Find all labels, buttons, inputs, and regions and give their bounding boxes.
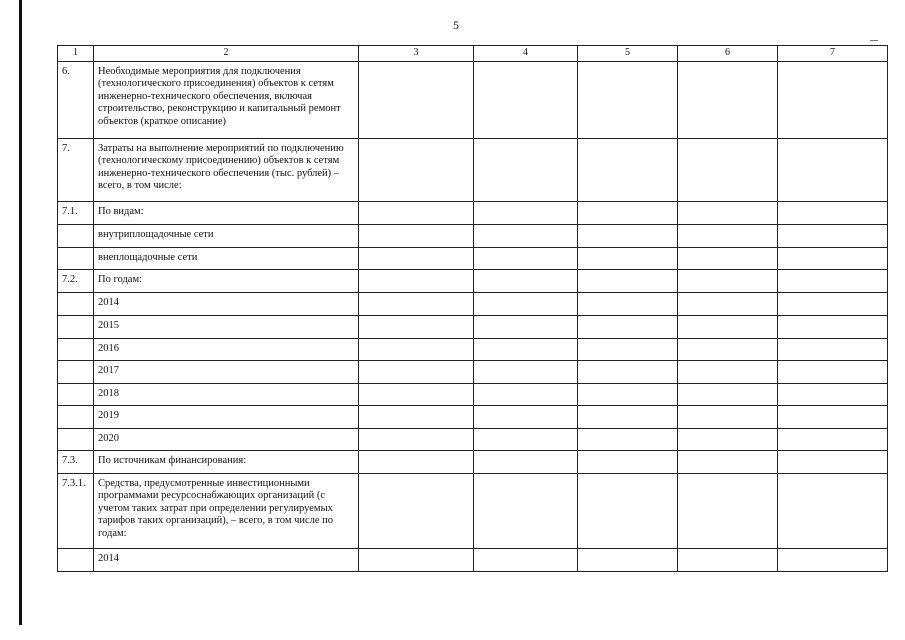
table-cell — [474, 548, 578, 571]
row-number — [58, 405, 94, 428]
row-number — [58, 360, 94, 383]
table-cell — [578, 61, 678, 138]
row-description: Средства, предусмотренные инвестиционными программами ресурсоснабжающих организаций (с учетом таких затрат при определении регулируемых тарифов таких организаций), – всего, в том числе по годам: — [94, 473, 359, 548]
table-cell — [474, 292, 578, 315]
table-cell — [678, 338, 778, 360]
table-cell — [578, 224, 678, 247]
row-description: внутриплощадочные сети — [94, 224, 359, 247]
table-row — [58, 428, 888, 450]
row-number — [58, 315, 94, 338]
row-number — [58, 292, 94, 315]
table-cell — [474, 61, 578, 138]
table-cell — [578, 383, 678, 405]
table-cell — [474, 315, 578, 338]
column-header: 2 — [94, 46, 359, 62]
table-cell — [359, 450, 474, 473]
table-cell — [778, 315, 888, 338]
column-header: 6 — [678, 46, 778, 62]
table-cell — [578, 338, 678, 360]
row-number: 7.2. — [58, 269, 94, 292]
table-cell — [359, 383, 474, 405]
table-row — [58, 224, 888, 247]
table-row — [58, 292, 888, 315]
table-row — [58, 548, 888, 571]
table-cell — [678, 428, 778, 450]
table-cell — [359, 473, 474, 548]
table-cell — [359, 548, 474, 571]
table-cell — [578, 201, 678, 224]
table-cell — [359, 338, 474, 360]
table-row — [58, 138, 888, 201]
row-number — [58, 338, 94, 360]
table-row — [58, 360, 888, 383]
table-cell — [778, 338, 888, 360]
table-cell — [678, 360, 778, 383]
table-row — [58, 269, 888, 292]
row-number — [58, 383, 94, 405]
row-number: 7.3. — [58, 450, 94, 473]
table-cell — [578, 360, 678, 383]
row-description: 2017 — [94, 360, 359, 383]
table-cell — [359, 61, 474, 138]
table-cell — [678, 138, 778, 201]
table-row — [58, 450, 888, 473]
table-cell — [678, 292, 778, 315]
table-cell — [778, 360, 888, 383]
row-description: внеплощадочные сети — [94, 247, 359, 269]
table-cell — [578, 292, 678, 315]
row-description: 2019 — [94, 405, 359, 428]
table-cell — [359, 138, 474, 201]
table-cell — [578, 405, 678, 428]
table-cell — [474, 138, 578, 201]
table-row — [58, 405, 888, 428]
table-cell — [678, 61, 778, 138]
table-cell — [778, 247, 888, 269]
table-cell — [359, 428, 474, 450]
table-cell — [474, 428, 578, 450]
row-description: 2018 — [94, 383, 359, 405]
table-cell — [474, 338, 578, 360]
binding-edge-line — [19, 0, 22, 625]
table-cell — [578, 450, 678, 473]
table-cell — [474, 383, 578, 405]
table-cell — [474, 405, 578, 428]
row-description: 2020 — [94, 428, 359, 450]
table-cell — [359, 315, 474, 338]
table-row — [58, 201, 888, 224]
table-cell — [578, 315, 678, 338]
table-cell — [474, 473, 578, 548]
row-number — [58, 428, 94, 450]
row-number — [58, 224, 94, 247]
table-cell — [474, 360, 578, 383]
table-row — [58, 315, 888, 338]
table-cell — [778, 548, 888, 571]
table-cell — [778, 450, 888, 473]
table-row — [58, 61, 888, 138]
row-number — [58, 247, 94, 269]
row-number: 6. — [58, 61, 94, 138]
scan-mark — [870, 40, 878, 41]
table-cell — [474, 201, 578, 224]
table-cell — [778, 138, 888, 201]
row-number: 7.3.1. — [58, 473, 94, 548]
table-cell — [359, 405, 474, 428]
table-cell — [359, 269, 474, 292]
row-number — [58, 548, 94, 571]
column-header: 7 — [778, 46, 888, 62]
row-description: По годам: — [94, 269, 359, 292]
row-description: 2016 — [94, 338, 359, 360]
table-cell — [778, 201, 888, 224]
row-number: 7. — [58, 138, 94, 201]
table-cell — [359, 201, 474, 224]
table-cell — [474, 247, 578, 269]
column-header: 5 — [578, 46, 678, 62]
row-description: 2015 — [94, 315, 359, 338]
page-number: 5 — [453, 18, 459, 32]
table-cell — [474, 224, 578, 247]
table-cell — [474, 269, 578, 292]
row-description: 2014 — [94, 292, 359, 315]
table-cell — [678, 383, 778, 405]
table-cell — [678, 473, 778, 548]
document-table — [57, 45, 888, 572]
table-row — [58, 247, 888, 269]
row-description: Затраты на выполнение мероприятий по подключению (технологическому присоединению) объектов к сетям инженерно-технического обеспечения (тыс. рублей) – всего, в том числе: — [94, 138, 359, 201]
table-cell — [678, 315, 778, 338]
table-cell — [778, 292, 888, 315]
row-description: 2014 — [94, 548, 359, 571]
table-cell — [578, 269, 678, 292]
table-cell — [778, 61, 888, 138]
table-cell — [578, 247, 678, 269]
table-cell — [359, 247, 474, 269]
table-row — [58, 383, 888, 405]
table-row — [58, 338, 888, 360]
table-cell — [578, 138, 678, 201]
table-cell — [359, 224, 474, 247]
table-cell — [678, 201, 778, 224]
table-cell — [778, 405, 888, 428]
table-cell — [678, 247, 778, 269]
column-header: 1 — [58, 46, 94, 62]
table-cell — [678, 224, 778, 247]
table-cell — [778, 269, 888, 292]
table-cell — [578, 428, 678, 450]
table-row — [58, 473, 888, 548]
table-cell — [678, 405, 778, 428]
table-cell — [778, 428, 888, 450]
table-cell — [578, 473, 678, 548]
table-cell — [474, 450, 578, 473]
header-row — [58, 46, 888, 62]
row-number: 7.1. — [58, 201, 94, 224]
row-description: По видам: — [94, 201, 359, 224]
table-cell — [778, 383, 888, 405]
table-cell — [359, 292, 474, 315]
table-cell — [678, 450, 778, 473]
table-cell — [778, 473, 888, 548]
table-cell — [359, 360, 474, 383]
table-cell — [578, 548, 678, 571]
table-cell — [678, 269, 778, 292]
table-cell — [678, 548, 778, 571]
row-description: Необходимые мероприятия для подключения (технологического присоединения) объектов к сетям инженерно-технического обеспечения, включая строительство, реконструкцию и капитальный ремонт объектов (краткое описание) — [94, 61, 359, 138]
column-header: 4 — [474, 46, 578, 62]
column-header: 3 — [359, 46, 474, 62]
row-description: По источникам финансирования: — [94, 450, 359, 473]
table-cell — [778, 224, 888, 247]
